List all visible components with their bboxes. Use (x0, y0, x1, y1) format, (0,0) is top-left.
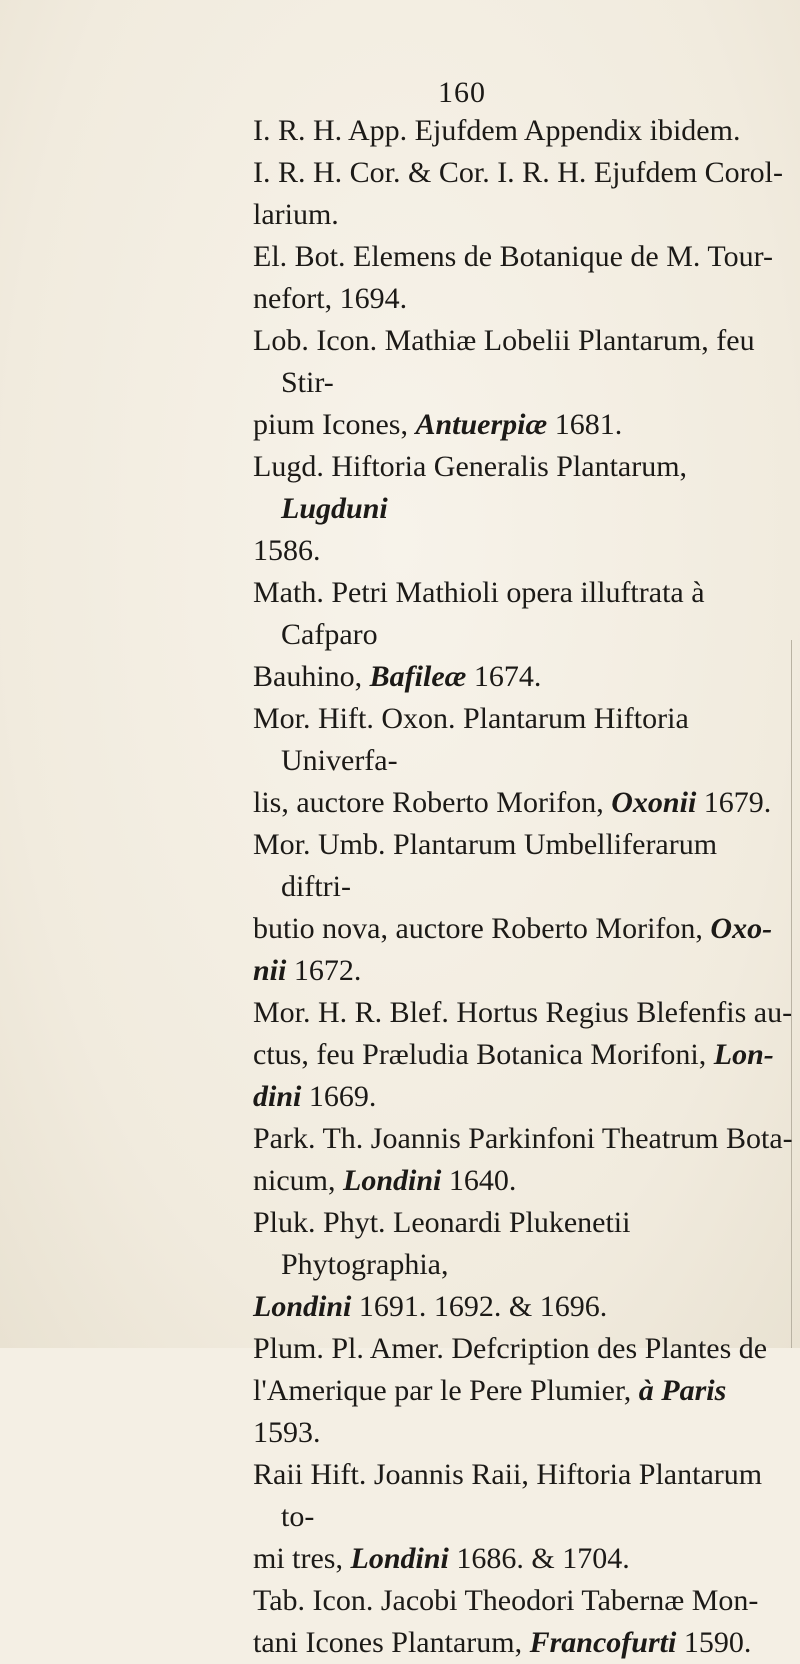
list-item: Mor. Umb. Plantarum Umbelliferarum diftri- butio nova, auctore Roberto Morifon, Oxo- nii 1672. (253, 828, 773, 987)
list-item: I. R. H. Cor. & Cor. I. R. H. Ejufdem Corol- larium. (253, 156, 783, 231)
list-item: Plum. Pl. Amer. Defcription des Plantes de l'Amerique par le Pere Plumier, à Paris 1593. (253, 1332, 768, 1449)
list-item: Pluk. Phyt. Leonardi Plukenetii Phytographia, Londini 1691. 1692. & 1696. (253, 1206, 631, 1323)
page-number: 160 (438, 76, 486, 109)
abbreviation-list (253, 110, 793, 1664)
list-item: El. Bot. Elemens de Botanique de M. Tour- nefort, 1694. (253, 240, 773, 315)
list-item: Tab. Icon. Jacobi Theodori Tabernæ Mon- tani Icones Plantarum, Francofurti 1590. (253, 1584, 759, 1659)
list-item: Park. Th. Joannis Parkinfoni Theatrum Bota- nicum, Londini 1640. (253, 1122, 793, 1197)
list-item: Lugd. Hiftoria Generalis Plantarum, Lugduni 1586. (253, 450, 688, 567)
list-item: Raii Hift. Joannis Raii, Hiftoria Plantarum to- mi tres, Londini 1686. & 1704. (253, 1458, 763, 1575)
list-item: Math. Petri Mathioli opera illuftrata à Cafparo Bauhino, Bafileæ 1674. (253, 576, 705, 693)
list-item: Lob. Icon. Mathiæ Lobelii Plantarum, feu Stir- pium Icones, Antuerpiæ 1681. (253, 324, 755, 441)
list-item: I. R. H. App. Ejufdem Appendix ibidem. (253, 114, 741, 147)
list-item: Mor. Hift. Oxon. Plantarum Hiftoria Univerfa- lis, auctore Roberto Morifon, Oxonii 1679. (253, 702, 772, 819)
list-item: Mor. H. R. Blef. Hortus Regius Blefenfis au- ctus, feu Præludia Botanica Morifoni, Lon- dini 1669. (253, 996, 793, 1113)
